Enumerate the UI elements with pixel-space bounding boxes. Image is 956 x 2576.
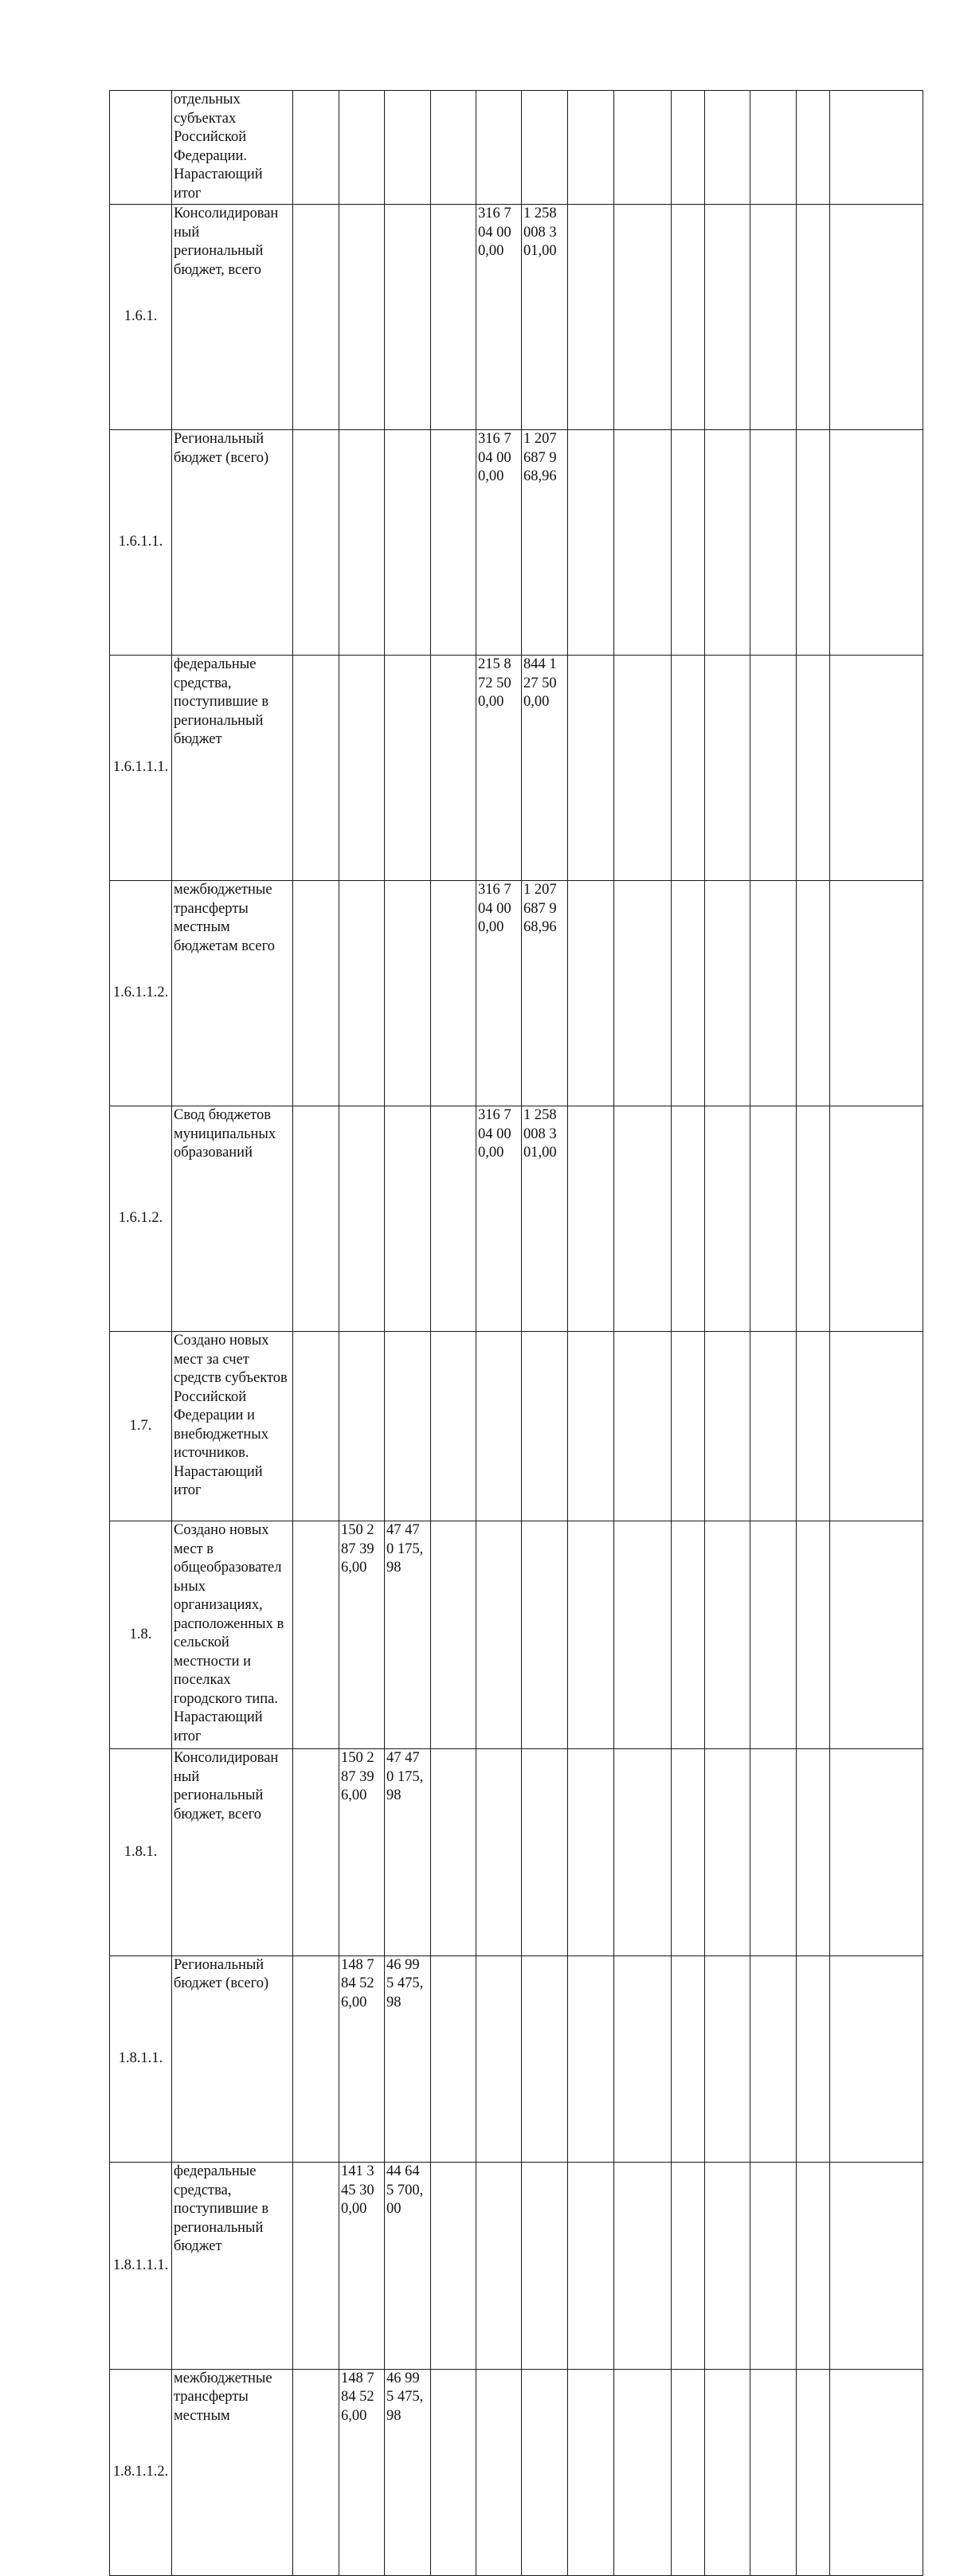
value-cell <box>614 1106 672 1332</box>
value-cell <box>830 1106 923 1332</box>
row-name-cell: Региональный бюджет (всего) <box>172 430 293 656</box>
value-cell <box>568 1332 614 1521</box>
value-cell <box>750 2369 797 2576</box>
value-cell <box>568 881 614 1106</box>
value-cell <box>830 1332 923 1521</box>
value-cell <box>614 91 672 205</box>
value-cell <box>431 205 476 430</box>
value-cell <box>614 1955 672 2163</box>
value-cell <box>522 1955 568 2163</box>
value-cell <box>431 2163 476 2370</box>
value-cell <box>705 656 750 881</box>
value-cell: 1 207 687 9 68,96 <box>522 430 568 656</box>
table-row <box>110 881 923 1106</box>
value-cell <box>476 2163 522 2370</box>
value-cell: 148 7 84 52 6,00 <box>339 1955 385 2163</box>
value-cell: 148 7 84 52 6,00 <box>339 2369 385 2576</box>
row-number-cell <box>110 91 172 205</box>
value-cell <box>293 91 339 205</box>
value-cell <box>476 1521 522 1749</box>
value-cell <box>431 1955 476 2163</box>
value-cell <box>750 430 797 656</box>
row-number-cell: 1.7. <box>110 1332 172 1521</box>
value-cell <box>431 1521 476 1749</box>
row-name-cell: Свод бюджетов муниципальных образований <box>172 1106 293 1332</box>
value-cell <box>750 1521 797 1749</box>
value-cell <box>614 1749 672 1956</box>
value-cell <box>431 91 476 205</box>
value-cell <box>293 1521 339 1749</box>
value-cell <box>797 656 830 881</box>
value-cell <box>568 430 614 656</box>
value-cell <box>797 430 830 656</box>
value-cell <box>797 91 830 205</box>
row-number-cell: 1.6.1.2. <box>110 1106 172 1332</box>
value-cell <box>672 1106 705 1332</box>
value-cell <box>293 1106 339 1332</box>
value-cell <box>614 881 672 1106</box>
value-cell <box>750 1749 797 1956</box>
value-cell <box>705 91 750 205</box>
value-cell <box>431 2369 476 2576</box>
value-cell <box>830 881 923 1106</box>
value-cell: 46 99 5 475, 98 <box>385 1955 431 2163</box>
value-cell <box>672 2163 705 2370</box>
row-number-cell: 1.6.1.1.2. <box>110 881 172 1106</box>
value-cell: 46 99 5 475, 98 <box>385 2369 431 2576</box>
value-cell: 141 3 45 30 0,00 <box>339 2163 385 2370</box>
value-cell <box>750 2163 797 2370</box>
value-cell <box>672 881 705 1106</box>
value-cell <box>522 1521 568 1749</box>
value-cell <box>568 91 614 205</box>
value-cell <box>339 1332 385 1521</box>
value-cell <box>705 430 750 656</box>
value-cell: 150 2 87 39 6,00 <box>339 1521 385 1749</box>
value-cell <box>705 2163 750 2370</box>
value-cell <box>568 1521 614 1749</box>
value-cell <box>750 1955 797 2163</box>
value-cell <box>830 205 923 430</box>
value-cell <box>522 2163 568 2370</box>
row-number-cell: 1.8. <box>110 1521 172 1749</box>
value-cell <box>830 2369 923 2576</box>
value-cell <box>339 1106 385 1332</box>
row-name-cell: межбюджетные трансферты местным <box>172 2369 293 2576</box>
value-cell <box>385 430 431 656</box>
row-number-cell: 1.6.1.1.1. <box>110 656 172 881</box>
value-cell <box>293 656 339 881</box>
table-row <box>110 1749 923 1956</box>
value-cell <box>705 881 750 1106</box>
table-row <box>110 205 923 430</box>
value-cell <box>476 1749 522 1956</box>
value-cell <box>476 91 522 205</box>
value-cell: 215 8 72 50 0,00 <box>476 656 522 881</box>
value-cell <box>672 1749 705 1956</box>
value-cell <box>614 656 672 881</box>
value-cell <box>568 2163 614 2370</box>
value-cell <box>293 205 339 430</box>
value-cell: 1 258 008 3 01,00 <box>522 205 568 430</box>
value-cell <box>568 1106 614 1332</box>
value-cell <box>431 1106 476 1332</box>
row-name-cell: федеральные средства, поступившие в региональный бюджет <box>172 2163 293 2370</box>
table-row <box>110 430 923 656</box>
value-cell <box>293 2369 339 2576</box>
value-cell <box>614 1521 672 1749</box>
value-cell <box>750 1106 797 1332</box>
row-name-cell: Создано новых мест за счет средств субъектов Российской Федерации и внебюджетных источников. Нарастающий итог <box>172 1332 293 1521</box>
table-row <box>110 91 923 205</box>
value-cell <box>614 430 672 656</box>
value-cell <box>705 1955 750 2163</box>
value-cell: 150 2 87 39 6,00 <box>339 1749 385 1956</box>
value-cell <box>672 1332 705 1521</box>
value-cell <box>293 1955 339 2163</box>
value-cell <box>672 1521 705 1749</box>
value-cell <box>293 881 339 1106</box>
table-row <box>110 656 923 881</box>
value-cell: 844 1 27 50 0,00 <box>522 656 568 881</box>
value-cell <box>339 881 385 1106</box>
value-cell <box>797 1332 830 1521</box>
value-cell <box>672 91 705 205</box>
table-row <box>110 1332 923 1521</box>
value-cell <box>672 1955 705 2163</box>
value-cell <box>568 1955 614 2163</box>
value-cell <box>797 1955 830 2163</box>
value-cell <box>705 1749 750 1956</box>
value-cell <box>522 91 568 205</box>
value-cell <box>293 2163 339 2370</box>
value-cell <box>830 2163 923 2370</box>
value-cell: 316 7 04 00 0,00 <box>476 205 522 430</box>
value-cell: 316 7 04 00 0,00 <box>476 430 522 656</box>
budget-table <box>109 90 923 2576</box>
value-cell <box>339 205 385 430</box>
value-cell <box>385 656 431 881</box>
row-number-cell: 1.8.1.1.2. <box>110 2369 172 2576</box>
value-cell <box>522 1332 568 1521</box>
value-cell <box>476 2369 522 2576</box>
value-cell <box>750 881 797 1106</box>
value-cell <box>705 205 750 430</box>
value-cell <box>750 91 797 205</box>
row-name-cell: межбюджетные трансферты местным бюджетам всего <box>172 881 293 1106</box>
value-cell <box>568 1749 614 1956</box>
row-name-cell: отдельных субъектах Российской Федерации. Нарастающий итог <box>172 91 293 205</box>
value-cell <box>385 1332 431 1521</box>
value-cell: 47 47 0 175, 98 <box>385 1521 431 1749</box>
value-cell <box>797 2163 830 2370</box>
value-cell <box>522 2369 568 2576</box>
value-cell <box>385 91 431 205</box>
row-name-cell: Региональный бюджет (всего) <box>172 1955 293 2163</box>
value-cell <box>797 1749 830 1956</box>
row-number-cell: 1.6.1. <box>110 205 172 430</box>
value-cell <box>614 205 672 430</box>
value-cell <box>476 1955 522 2163</box>
value-cell <box>614 2369 672 2576</box>
table-row <box>110 1521 923 1749</box>
table-row <box>110 1106 923 1332</box>
table-row <box>110 2369 923 2576</box>
value-cell <box>614 2163 672 2370</box>
value-cell <box>672 2369 705 2576</box>
value-cell <box>568 656 614 881</box>
value-cell <box>830 1521 923 1749</box>
value-cell <box>797 1521 830 1749</box>
value-cell <box>830 1749 923 1956</box>
value-cell <box>339 430 385 656</box>
value-cell <box>705 2369 750 2576</box>
value-cell: 316 7 04 00 0,00 <box>476 1106 522 1332</box>
value-cell <box>614 1332 672 1521</box>
row-number-cell: 1.8.1.1. <box>110 1955 172 2163</box>
row-name-cell: Создано новых мест в общеобразовател ьных организациях, расположенных в сельской местности и поселках городского типа. Нарастающий итог <box>172 1521 293 1749</box>
value-cell <box>797 881 830 1106</box>
value-cell <box>476 1332 522 1521</box>
value-cell <box>750 656 797 881</box>
value-cell <box>385 881 431 1106</box>
value-cell <box>705 1521 750 1749</box>
value-cell: 47 47 0 175, 98 <box>385 1749 431 1956</box>
value-cell <box>339 91 385 205</box>
value-cell <box>339 656 385 881</box>
value-cell <box>568 2369 614 2576</box>
value-cell: 316 7 04 00 0,00 <box>476 881 522 1106</box>
value-cell <box>750 205 797 430</box>
value-cell <box>431 1749 476 1956</box>
value-cell <box>293 1749 339 1956</box>
value-cell <box>385 205 431 430</box>
value-cell <box>522 1749 568 1956</box>
table-row <box>110 2163 923 2370</box>
value-cell <box>830 656 923 881</box>
value-cell <box>293 430 339 656</box>
value-cell <box>797 2369 830 2576</box>
value-cell <box>830 1955 923 2163</box>
value-cell: 1 207 687 9 68,96 <box>522 881 568 1106</box>
value-cell <box>431 1332 476 1521</box>
value-cell: 1 258 008 3 01,00 <box>522 1106 568 1332</box>
value-cell <box>431 656 476 881</box>
row-name-cell: Консолидирован ный региональный бюджет, всего <box>172 1749 293 1956</box>
table-row <box>110 1955 923 2163</box>
row-name-cell: федеральные средства, поступившие в региональный бюджет <box>172 656 293 881</box>
value-cell <box>431 881 476 1106</box>
value-cell: 44 64 5 700, 00 <box>385 2163 431 2370</box>
row-number-cell: 1.6.1.1. <box>110 430 172 656</box>
value-cell <box>431 430 476 656</box>
value-cell <box>385 1106 431 1332</box>
value-cell <box>705 1106 750 1332</box>
value-cell <box>830 430 923 656</box>
row-name-cell: Консолидирован ный региональный бюджет, всего <box>172 205 293 430</box>
row-number-cell: 1.8.1. <box>110 1749 172 1956</box>
value-cell <box>672 205 705 430</box>
value-cell <box>293 1332 339 1521</box>
row-number-cell: 1.8.1.1.1. <box>110 2163 172 2370</box>
value-cell <box>705 1332 750 1521</box>
value-cell <box>568 205 614 430</box>
table-body <box>110 91 923 2576</box>
value-cell <box>672 430 705 656</box>
value-cell <box>797 205 830 430</box>
value-cell <box>672 656 705 881</box>
value-cell <box>750 1332 797 1521</box>
value-cell <box>797 1106 830 1332</box>
value-cell <box>830 91 923 205</box>
